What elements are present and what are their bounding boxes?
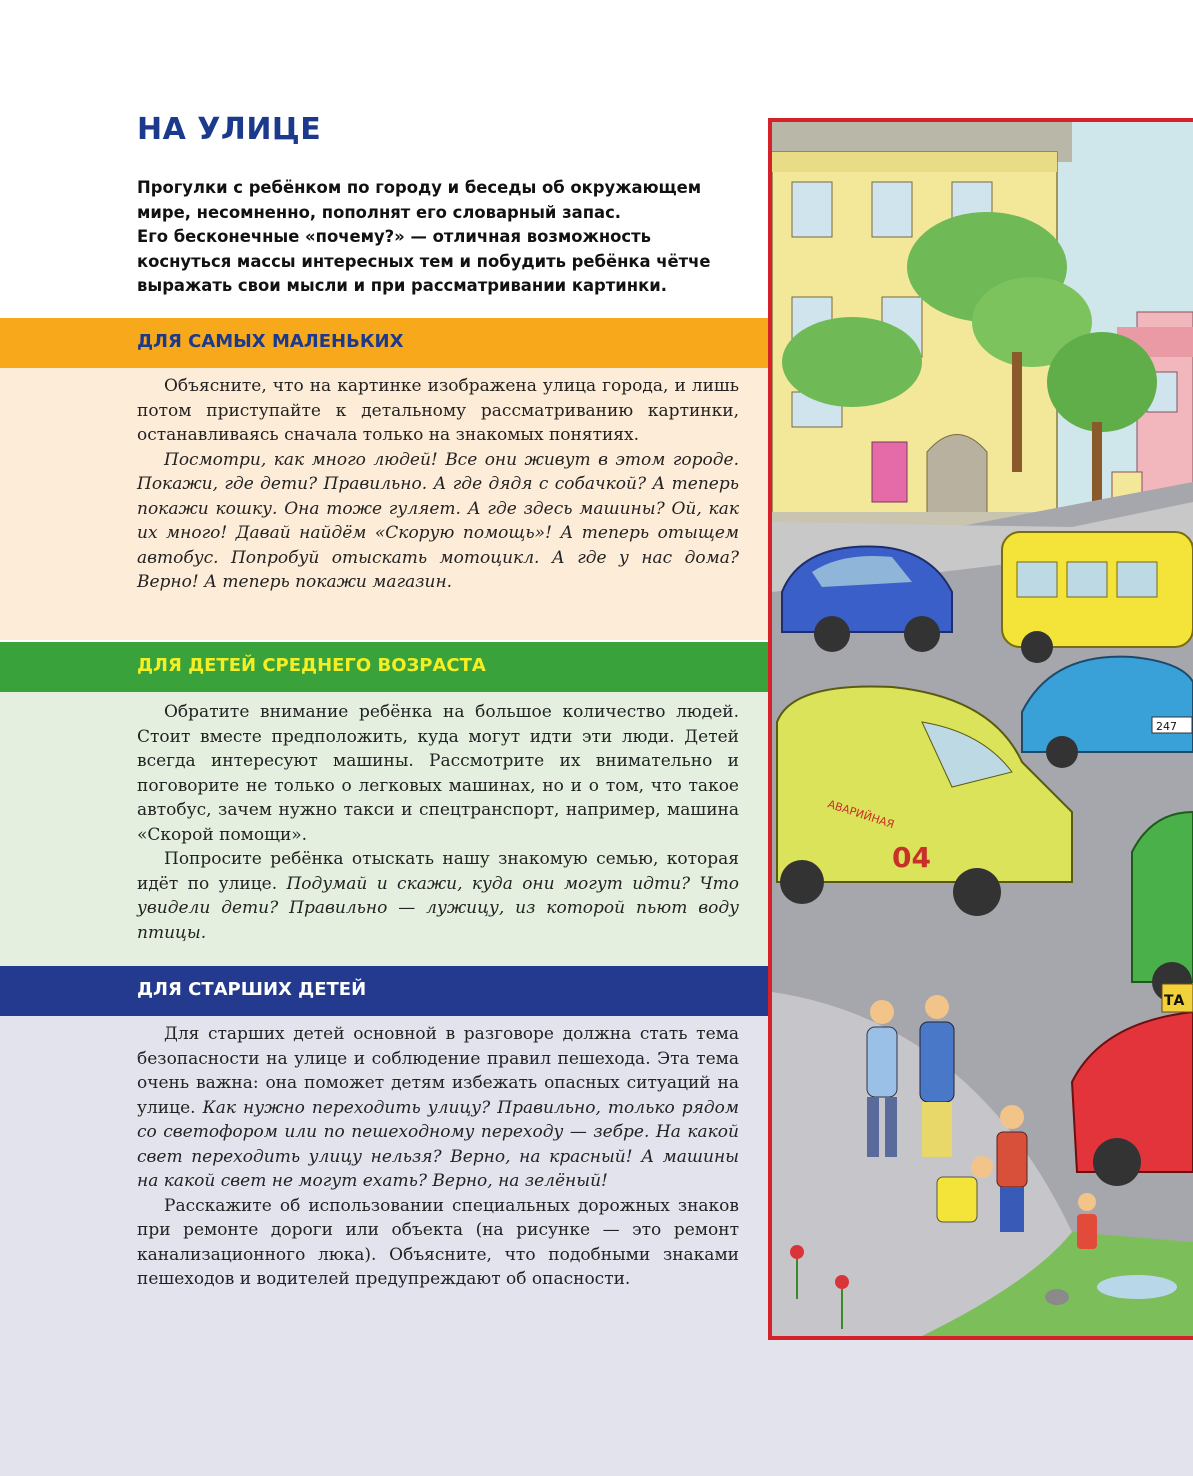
intro-line: мире, несомненно, пополнят его словарный запас. — [137, 202, 622, 222]
intro-line: Его бесконечные «почему?» — отличная возможность — [137, 227, 651, 246]
section-middle-heading: ДЛЯ ДЕТЕЙ СРЕДНЕГО ВОЗРАСТА — [137, 655, 486, 676]
section-old-paragraph-1-plain: Для старших детей основной в разговоре должна стать тема безопасности на улице и соблюдение правил пешехода. Эта тема очень важна: она поможет детям избежать опасных ситуаций на улице. — [137, 1024, 739, 1118]
section-young-heading: ДЛЯ САМЫХ МАЛЕНЬКИХ — [137, 331, 404, 352]
section-old-header — [0, 966, 768, 1016]
section-old-heading: ДЛЯ СТАРШИХ ДЕТЕЙ — [137, 979, 367, 1000]
section-young-text — [137, 374, 739, 595]
intro-paragraph — [137, 176, 737, 299]
section-young-header — [0, 318, 768, 368]
intro-line: выражать свои мысли и при рассматривании картинки. — [137, 276, 667, 295]
section-middle-paragraph-2-plain: Попросите ребёнка отыскать нашу знакомую семью, которая идёт по улице. — [137, 849, 739, 894]
page-title: НА УЛИЦЕ — [137, 112, 322, 147]
section-old-paragraph-1 — [137, 1022, 739, 1194]
section-middle-paragraph-2 — [137, 847, 739, 945]
green-car — [1132, 812, 1193, 1002]
arch — [927, 435, 987, 523]
plate-text: 247 — [1156, 720, 1177, 733]
pink-door — [872, 442, 907, 502]
section-middle-paragraph-2-italic: Подумай и скажи, куда они могут идти? Что увидели дети? Правильно — лужицу, из которой пьют воду птицы. — [137, 873, 739, 943]
taxi-sign: ТА — [1164, 993, 1185, 1009]
street-illustration — [768, 118, 1193, 1340]
section-middle-text — [137, 700, 739, 945]
section-old-paragraph-1-italic: Как нужно переходить улицу? Правильно, только рядом со светофором или по пешеходному переходу — зебре. На какой свет переходить улицу нельзя? Верно, на красный! А машины на какой свет не могут ехать? Верно, на зелёный! — [137, 1097, 739, 1191]
section-old-paragraph-2: Расскажите об использовании специальных дорожных знаков при ремонте дороги или объекта (на рисунке — это ремонт канализационного люка). Объясните, что подобными знаками пешеходов и водителей предупреждают об опасности. — [137, 1195, 739, 1289]
bird — [1045, 1289, 1069, 1305]
yellow-bus — [1002, 532, 1193, 663]
ambulance-label: АВАРИЙНАЯ — [826, 797, 896, 832]
street-scene-svg — [772, 122, 1193, 1336]
intro-line: Прогулки с ребёнком по городу и беседы об окружающем — [137, 178, 702, 197]
section-young-paragraph-2: Посмотри, как много людей! Все они живут в этом городе. Покажи, где дети? Правильно. А где дядя с собачкой? А теперь покажи кошку. Она тоже гуляет. А где здесь машины? Ой, как их много! Давай найдём «Скорую помощь»! А теперь отыщем автобус. Попробуй отыскать мотоцикл. А где у нас дома? Верно! А теперь покажи магазин. — [137, 449, 739, 592]
section-old-text — [137, 1022, 739, 1292]
intro-line: коснуться массы интересных тем и побудить ребёнка чётче — [137, 251, 711, 271]
puddle — [1097, 1275, 1177, 1299]
section-middle-paragraph-1: Обратите внимание ребёнка на большое количество людей. Стоит вместе предположить, куда могут идти эти люди. Детей всегда интересуют машины. Рассмотрите их внимательно и поговорите не только о легковых машинах, но и о том, что такое автобус, зачем нужно такси и спецтранспорт, например, машина «Скорой помощи». — [137, 702, 739, 845]
section-middle-header — [0, 642, 768, 692]
ambulance-number: 04 — [892, 841, 931, 874]
section-young-paragraph-1: Объясните, что на картинке изображена улица города, и лишь потом приступайте к детальному рассматриванию картинки, останавливаясь сначала только на знакомых понятиях. — [137, 376, 739, 445]
